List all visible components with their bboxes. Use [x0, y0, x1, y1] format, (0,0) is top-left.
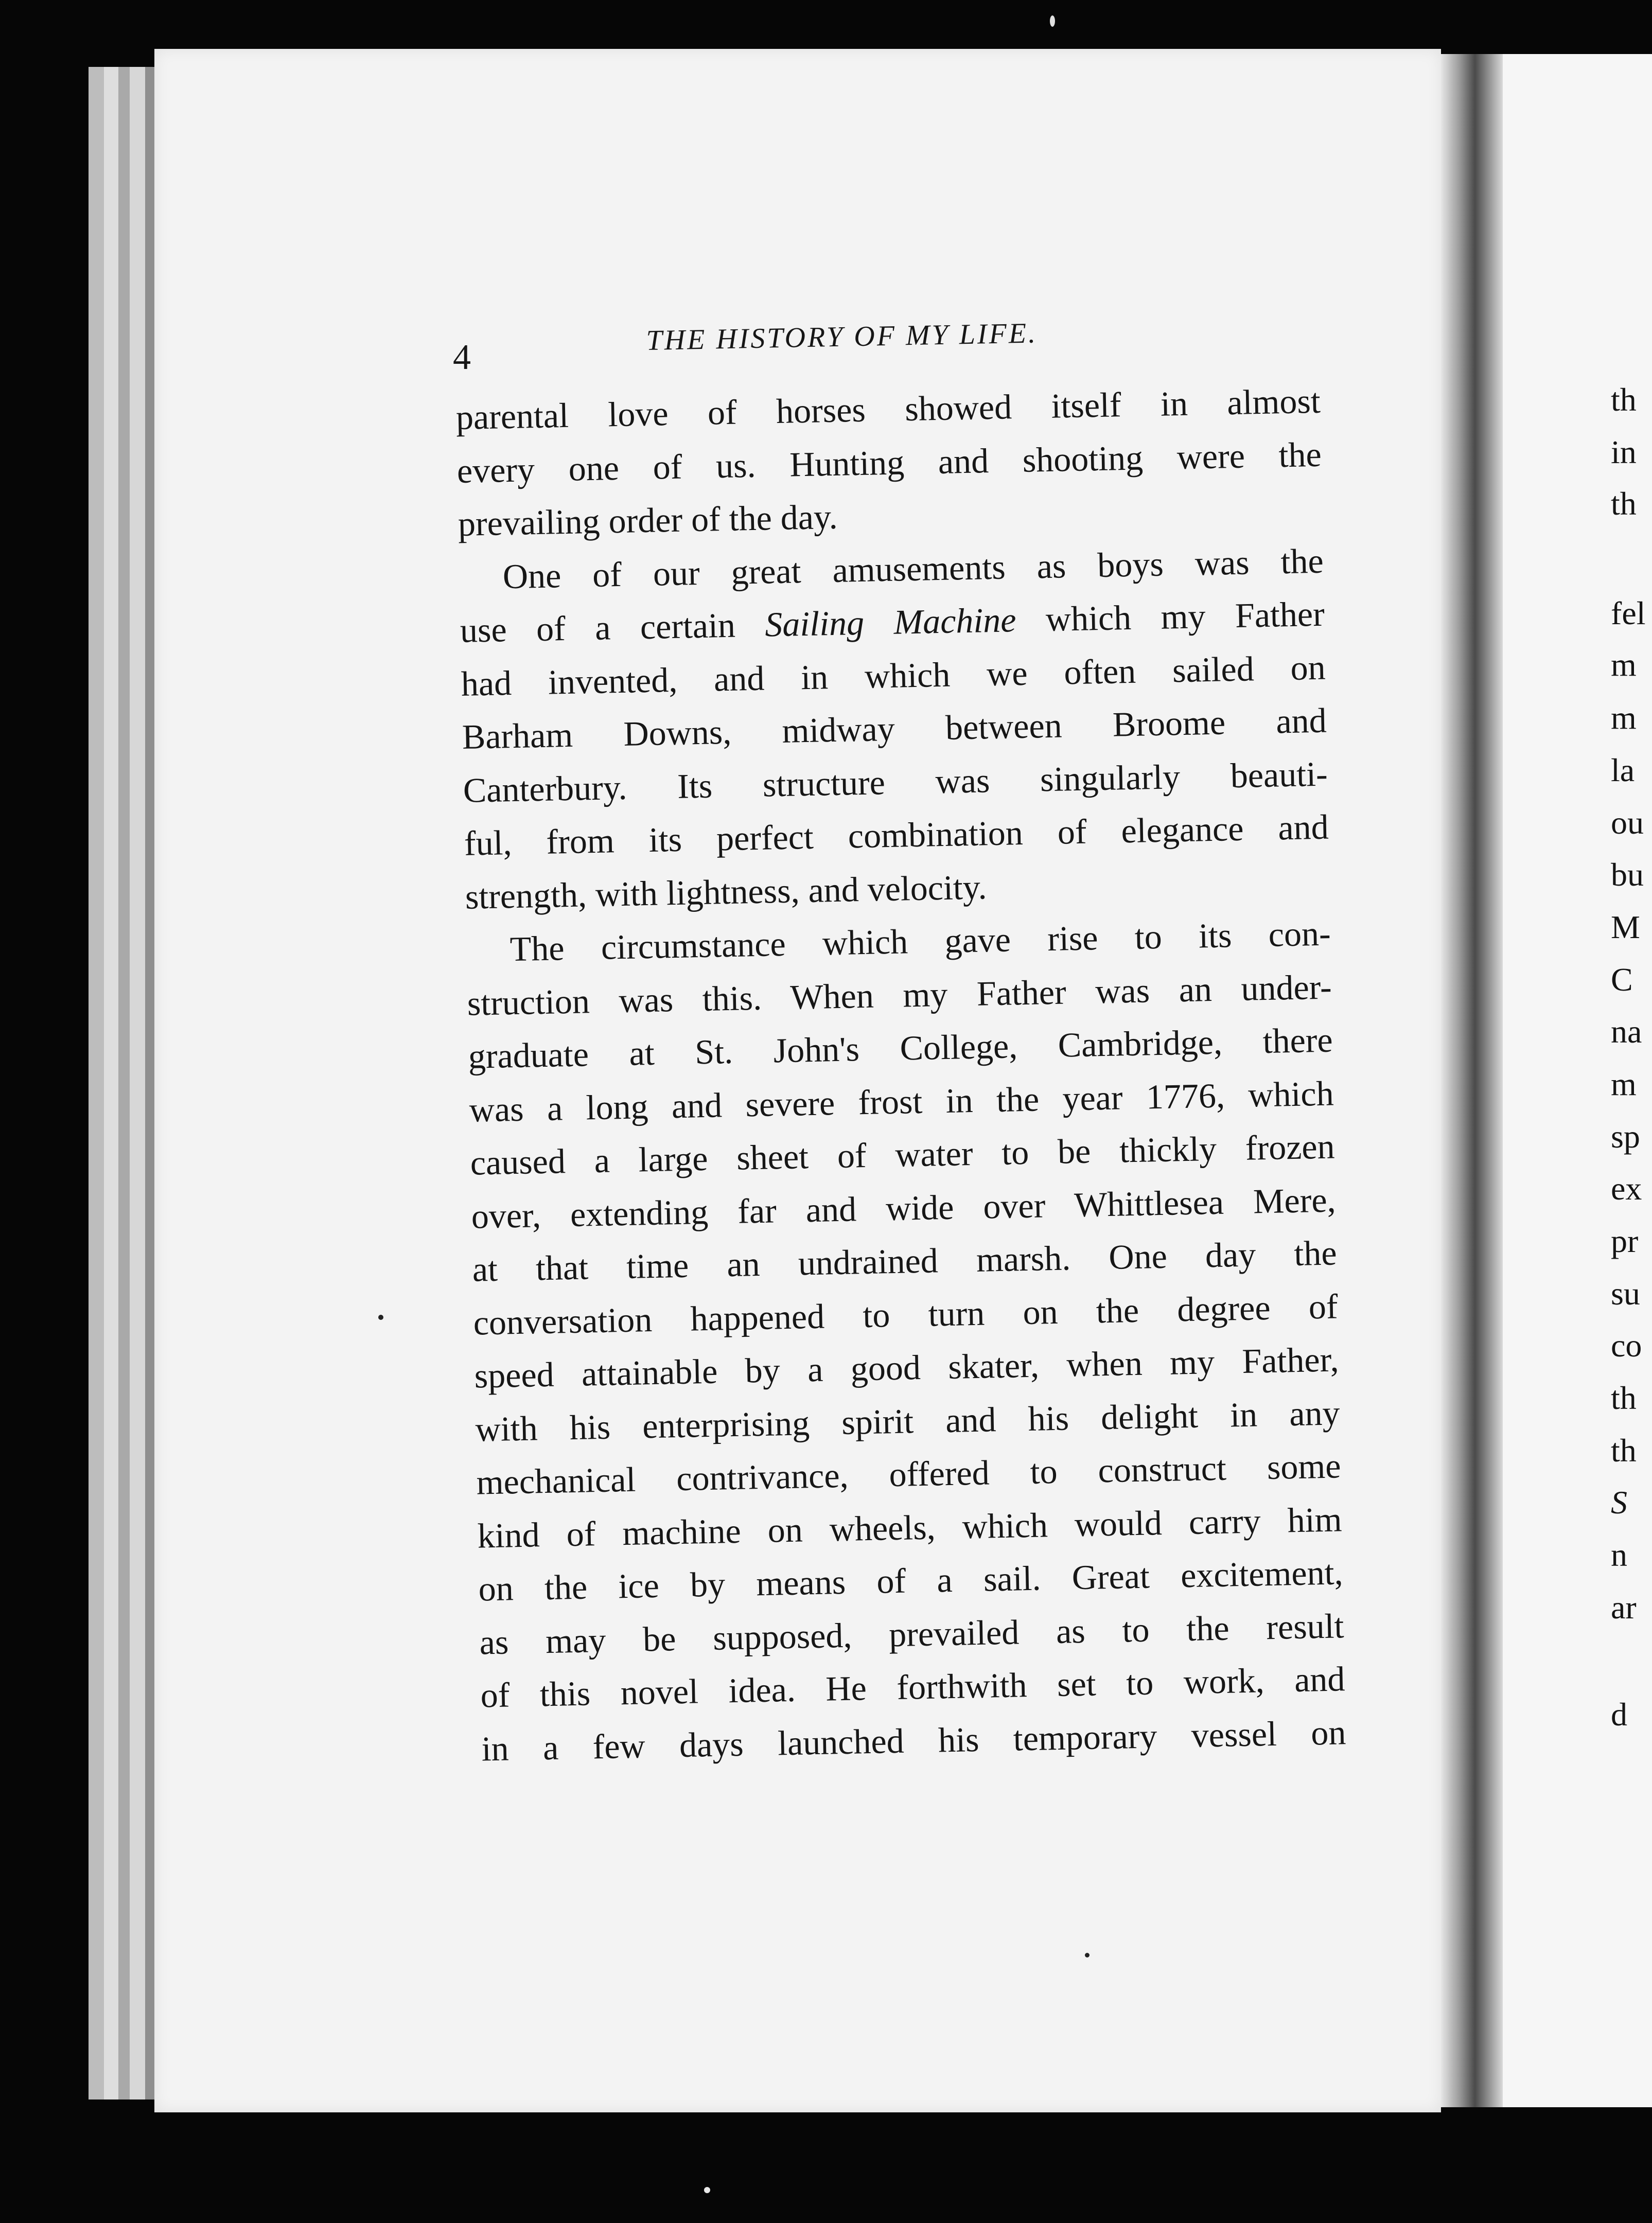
text-line: The circumstance which gave rise to its con- [509, 913, 1331, 969]
facing-fragment: d [1611, 1696, 1627, 1733]
text-line: kind of machine on wheels, which would carry him [477, 1499, 1343, 1556]
page-number: 4 [453, 338, 471, 377]
page-edge [89, 67, 104, 2100]
dust-speck [378, 1315, 383, 1320]
facing-fragment: in [1611, 434, 1637, 470]
dust-speck [1085, 1953, 1089, 1957]
text-line: had invented, and in which we often sailed on [461, 647, 1326, 703]
facing-fragment: ex [1611, 1170, 1642, 1207]
facing-page [1503, 54, 1652, 2107]
text-line: as may be supposed, prevailed as to the result [479, 1605, 1345, 1662]
facing-fragment: bu [1611, 856, 1644, 893]
text-line: every one of us. Hunting and shooting were the [456, 434, 1322, 490]
text-line: of this novel idea. He forthwith set to work, and [480, 1659, 1346, 1715]
facing-fragment: su [1611, 1275, 1640, 1312]
facing-fragment: na [1611, 1013, 1642, 1050]
text-line: with his enterprising spirit and his delight in any [475, 1392, 1341, 1449]
text-line: prevailing order of the day. [458, 497, 838, 543]
text-segment: use of a certain [460, 605, 736, 650]
text-line: was a long and severe frost in the year 1776, which [469, 1073, 1334, 1130]
facing-fragment: sp [1611, 1118, 1640, 1155]
facing-fragment: m [1611, 646, 1637, 683]
page-edge [104, 67, 118, 2100]
italic-title: Sailing Machine [764, 600, 1017, 644]
facing-fragment: co [1611, 1327, 1642, 1364]
body-text [455, 375, 1346, 1776]
text-line: over, extending far and wide over Whittlesea Mere, [471, 1179, 1337, 1236]
facing-fragment: ar [1611, 1589, 1637, 1626]
text-segment: which my Father [1045, 594, 1325, 639]
page-edge [118, 67, 130, 2100]
facing-fragment: m [1611, 699, 1637, 736]
facing-fragment: S [1611, 1484, 1627, 1521]
page-edge [145, 67, 154, 2100]
dust-speck [704, 2187, 710, 2193]
page-edge [130, 67, 145, 2100]
text-line: ful, from its perfect combination of elegance and [464, 807, 1329, 863]
text-line: struction was this. When my Father was an under- [467, 967, 1332, 1023]
facing-fragment: pr [1611, 1223, 1639, 1259]
facing-fragment: C [1611, 961, 1633, 998]
text-line: at that time an undrained marsh. One day the [472, 1233, 1338, 1289]
text-line: mechanical contrivance, offered to construct some [476, 1446, 1342, 1502]
facing-fragment: th [1611, 1380, 1637, 1416]
text-line: One of our great amusements as boys was the [502, 541, 1324, 596]
text-line: parental love of horses showed itself in almost [455, 381, 1321, 437]
running-title: THE HISTORY OF MY LIFE. [646, 317, 1038, 357]
facing-fragment: th [1611, 485, 1637, 522]
text-line: Barham Downs, midway between Broome and [462, 700, 1327, 756]
text-line: Canterbury. Its structure was singularly beauti- [463, 754, 1328, 810]
text-line: in a few days launched his temporary vessel on [481, 1712, 1347, 1769]
text-line: caused a large sheet of water to be thickly frozen [470, 1126, 1335, 1183]
facing-fragment: fel [1611, 595, 1646, 631]
facing-fragment: th [1611, 381, 1637, 418]
book-gutter [1441, 54, 1503, 2107]
facing-fragment: ou [1611, 804, 1644, 841]
text-line: graduate at St. John's College, Cambridge, there [468, 1020, 1333, 1076]
text-line: strength, with lightness, and velocity. [465, 867, 987, 916]
facing-fragment: m [1611, 1066, 1637, 1102]
facing-fragment: th [1611, 1432, 1637, 1469]
text-line: speed attainable by a good skater, when my Father, [474, 1339, 1340, 1396]
text-line: on the ice by means of a sail. Great excitement, [478, 1552, 1344, 1609]
facing-fragment: la [1611, 752, 1635, 788]
text-line: conversation happened to turn on the degree of [473, 1286, 1339, 1343]
facing-fragment: n [1611, 1537, 1627, 1573]
dust-speck [1050, 15, 1055, 27]
facing-fragment: M [1611, 909, 1640, 945]
